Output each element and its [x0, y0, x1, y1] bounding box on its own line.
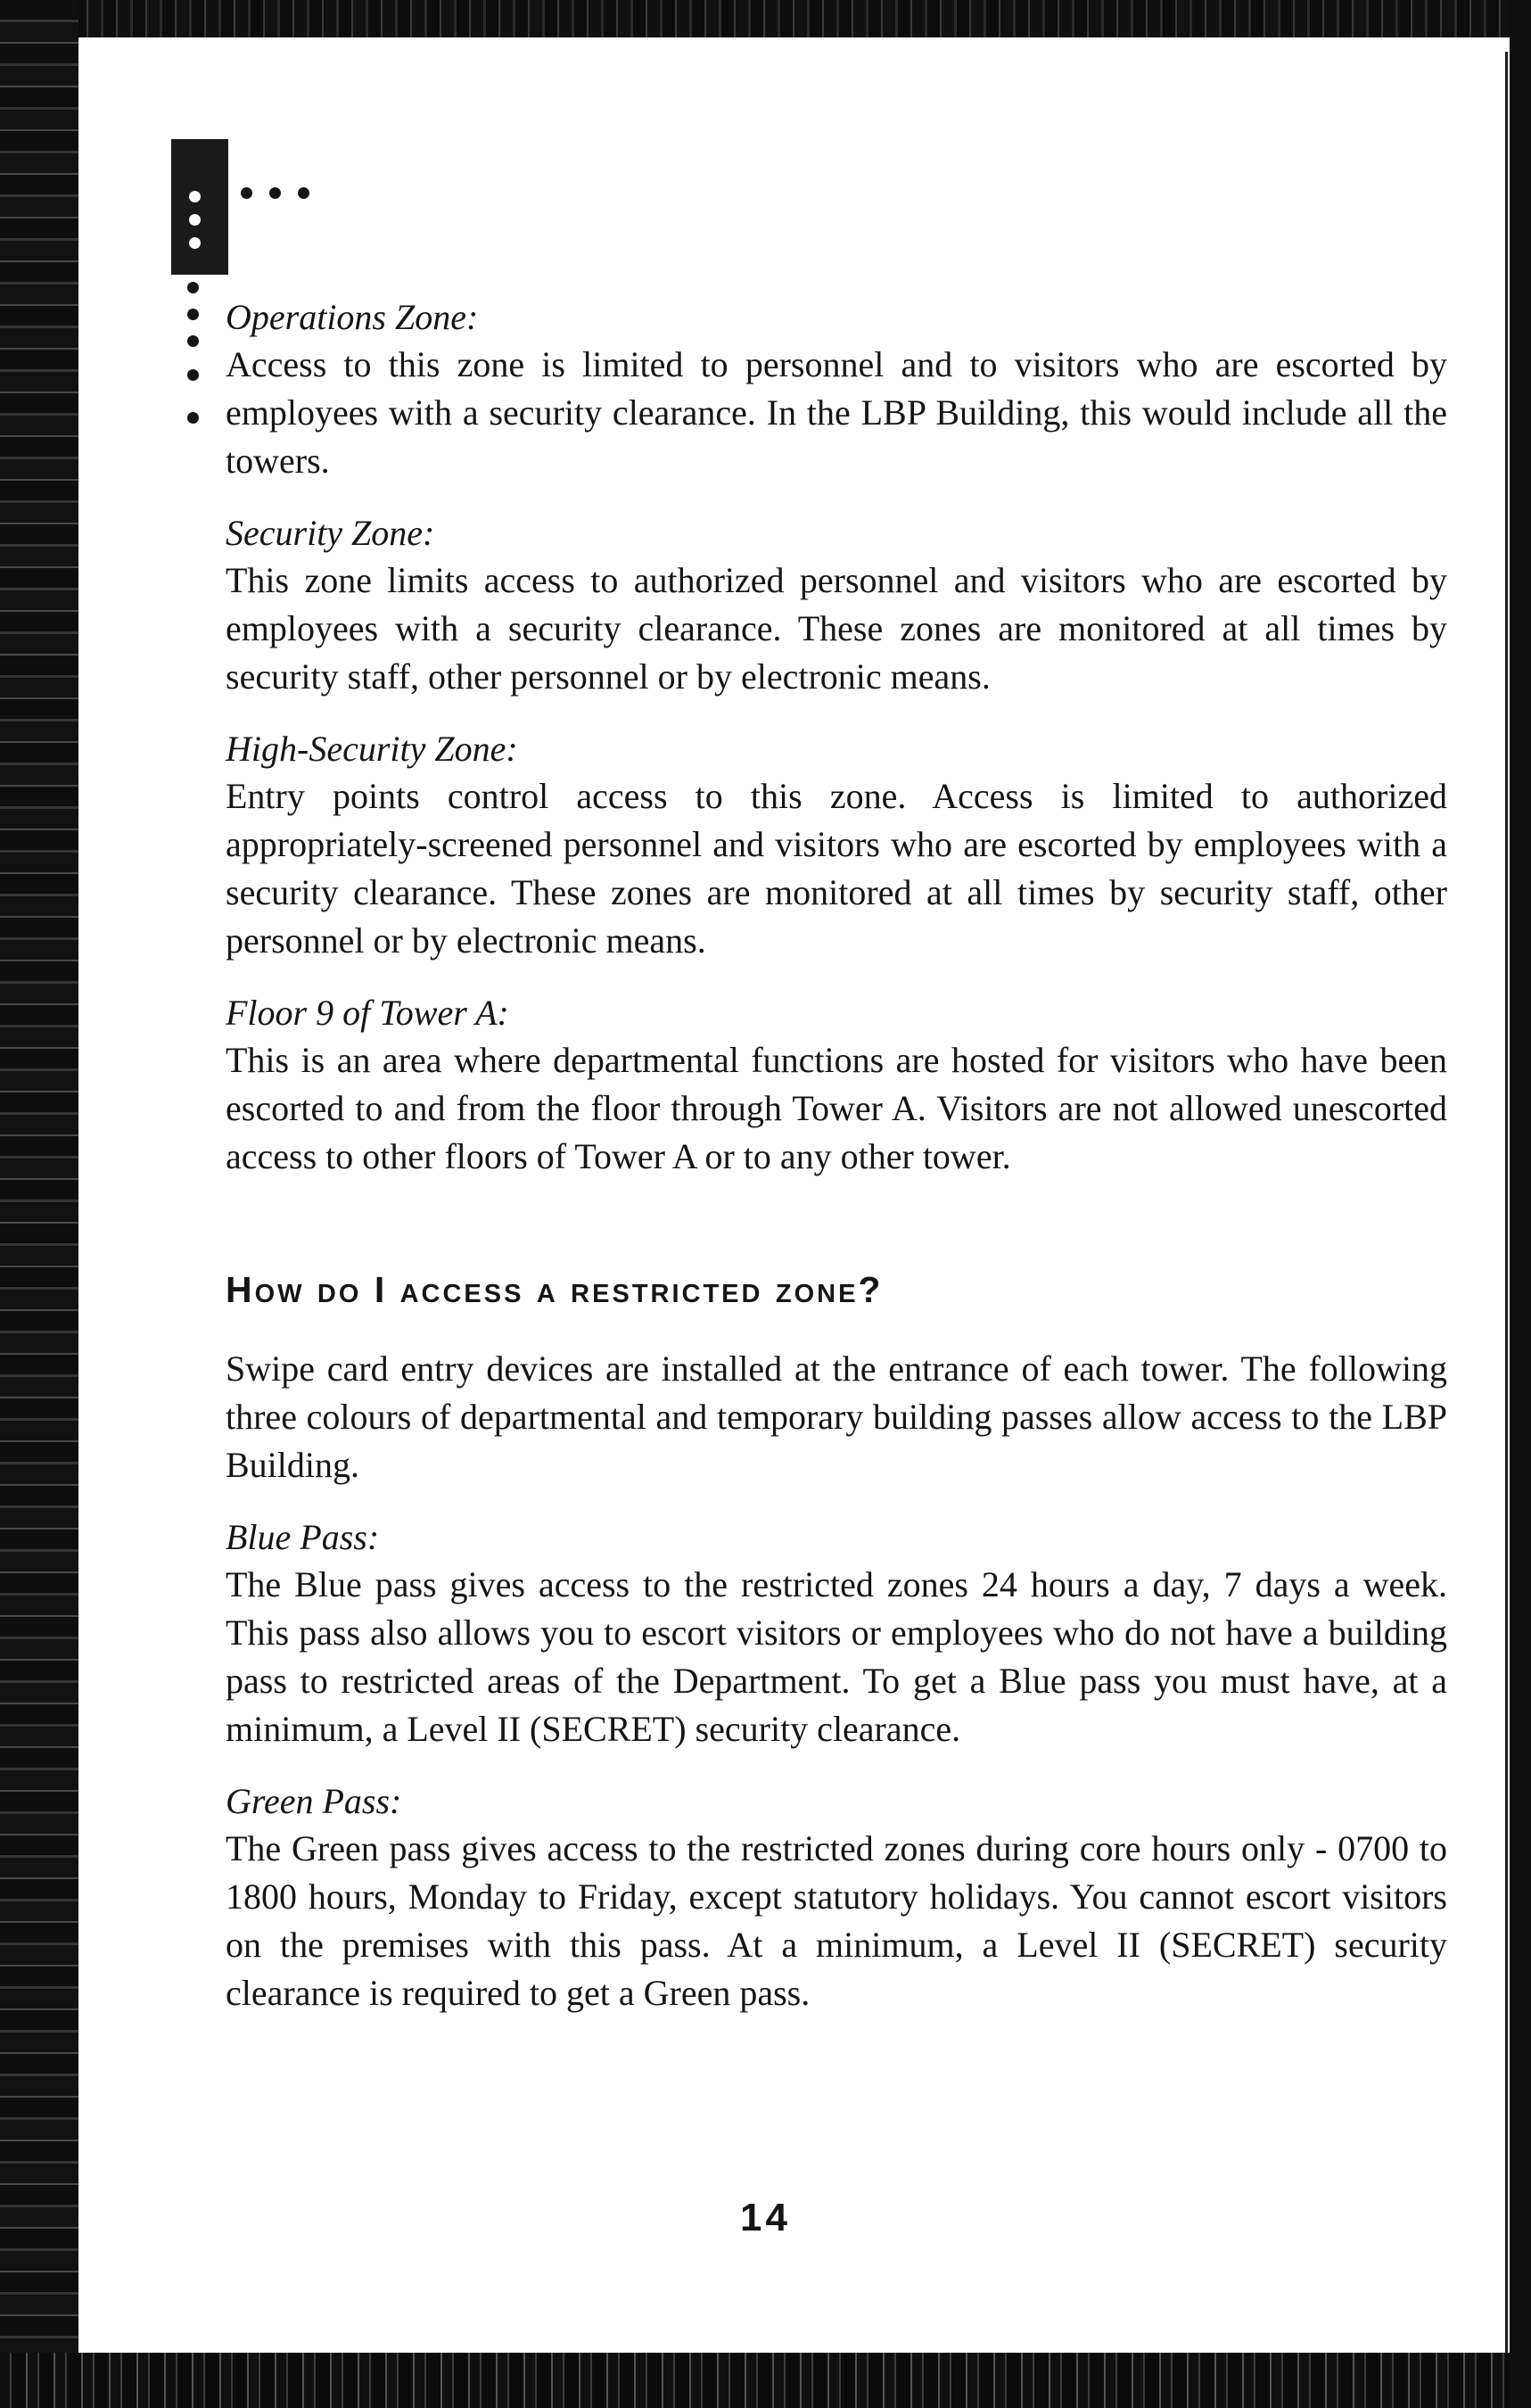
marker-dot-icon: [187, 412, 199, 424]
marker-block: [171, 139, 228, 275]
zone-block: [226, 726, 1447, 965]
zone-title: Operations Zone:: [226, 297, 479, 337]
section-heading: How do I access a restricted zone?: [226, 1269, 884, 1310]
marker-dot-icon: [189, 191, 201, 202]
zone-title: Security Zone:: [226, 513, 435, 553]
marker-dot-icon: [189, 214, 201, 226]
pass-title: Blue Pass:: [226, 1517, 380, 1557]
section-intro-block: [226, 1345, 1447, 1489]
marker-dot-icon: [187, 335, 199, 347]
marker-dot-icon: [189, 237, 201, 249]
zone-description: Access to this zone is limited to personnel and to visitors who are escorted by employees with a security clearance. In the LBP Building, this would include all the towers.: [226, 344, 1447, 481]
scan-border-bottom: [0, 2353, 1531, 2408]
marker-dot-icon: [241, 187, 252, 199]
marker-dot-icon: [187, 369, 199, 381]
section-intro: Swipe card entry devices are installed at the entrance of each tower. The following three colours of departmental and temporary building passes allow access to the LBP Building.: [226, 1348, 1447, 1485]
pass-block: [226, 1514, 1447, 1753]
zone-title: Floor 9 of Tower A:: [226, 993, 509, 1033]
scan-border-left: [0, 0, 78, 2408]
marker-dot-icon: [298, 187, 309, 199]
zone-description: This zone limits access to authorized personnel and visitors who are escorted by employees with a security clearance. These zones are monitored at all times by security staff, other personnel or by electronic means.: [226, 560, 1447, 697]
zone-block: [226, 990, 1447, 1181]
marker-dot-icon: [269, 187, 281, 199]
zone-block: [226, 510, 1447, 701]
page-number: 14: [740, 2196, 791, 2239]
pass-description: The Blue pass gives access to the restricted zones 24 hours a day, 7 days a week. This pass also allows you to escort visitors or employees who do not have a building pass to restricted areas of the Department. To get a Blue pass you must have, at a minimum, a Level II (SECRET) security clearance.: [226, 1564, 1447, 1749]
zone-description: Entry points control access to this zone. Access is limited to authorized appropriately-screened personnel and visitors who are escorted by employees with a security clearance. These zones are monitored at all times by security staff, other personnel or by electronic means.: [226, 776, 1447, 961]
marker-dot-icon: [187, 309, 199, 320]
scan-border-right: [1510, 0, 1531, 2408]
marker-dot-icon: [187, 282, 199, 293]
page-content: [226, 294, 1447, 2042]
page-right-rule: [1505, 52, 1508, 2353]
zone-title: High-Security Zone:: [226, 729, 518, 769]
zone-block: [226, 294, 1447, 485]
pass-block: [226, 1778, 1447, 2017]
pass-description: The Green pass gives access to the restricted zones during core hours only - 0700 to 1800 hours, Monday to Friday, except statutory holidays. You cannot escort visitors on the premises with this pass. At a minimum, a Level II (SECRET) security clearance is required to get a Green pass.: [226, 1828, 1447, 2013]
pass-title: Green Pass:: [226, 1781, 402, 1821]
scan-border-top: [0, 0, 1531, 37]
zone-description: This is an area where departmental functions are hosted for visitors who have been escorted to and from the floor through Tower A. Visitors are not allowed unescorted access to other floors of Tower A or to any other tower.: [226, 1040, 1447, 1176]
